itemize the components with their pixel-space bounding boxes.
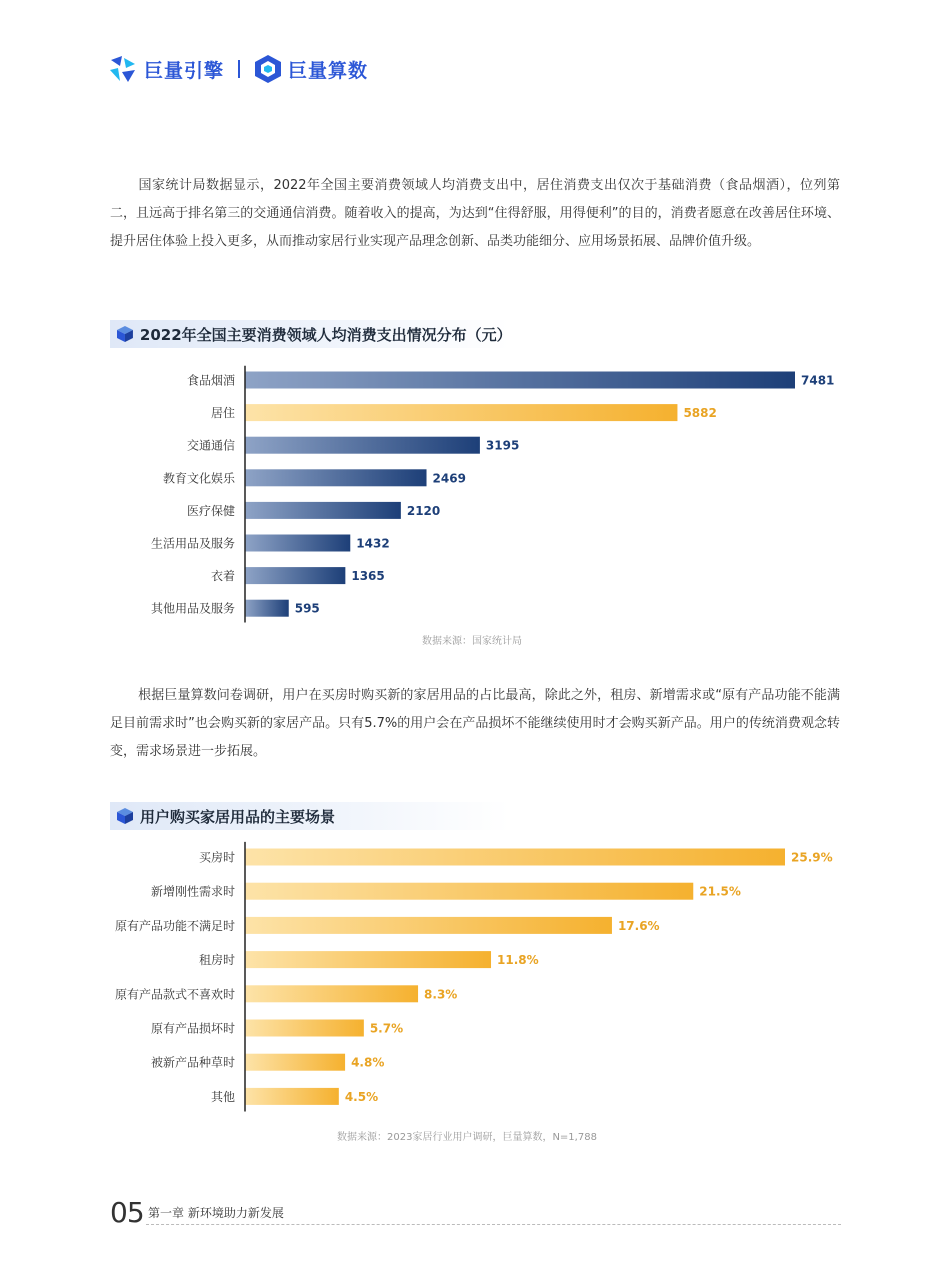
source-note-2: 数据来源：2023家居行业用户调研，巨量算数，N=1,788 <box>337 1132 597 1143</box>
value-label: 4.5% <box>344 1089 379 1104</box>
cube-icon <box>116 325 134 343</box>
section-title-text: 用户购买家居用品的主要场景 <box>140 807 336 826</box>
chapter-title: 第一章 新环境助力新发展 <box>148 1206 284 1220</box>
value-label: 1365 <box>351 569 385 584</box>
value-label: 25.9% <box>791 850 833 865</box>
value-label: 8.3% <box>424 987 458 1002</box>
value-label: 1432 <box>356 536 390 551</box>
bar <box>245 849 785 866</box>
category-label: 原有产品款式不喜欢时 <box>114 987 235 1002</box>
footer-divider <box>146 1224 841 1225</box>
category-label: 交通通信 <box>186 438 235 453</box>
bar <box>245 1054 345 1071</box>
section-title-text: 2022年全国主要消费领域人均消费支出情况分布（元） <box>139 325 512 344</box>
value-label: 3195 <box>485 438 520 453</box>
category-label: 新增刚性需求时 <box>150 884 235 899</box>
category-label: 其他 <box>210 1089 235 1104</box>
category-label: 被新产品种草时 <box>150 1055 235 1070</box>
value-label: 4.8% <box>351 1055 385 1070</box>
header <box>108 52 368 86</box>
category-label: 买房时 <box>198 850 235 865</box>
source-note-1: 数据来源：国家统计局 <box>422 636 522 647</box>
bar <box>245 600 289 617</box>
category-label: 食品烟酒 <box>186 373 235 388</box>
intro-paragraph-text: 国家统计局数据显示，2022年全国主要消费领域人均消费支出中，居住消费支出仅次于基础消费（食品烟酒），位列第二，且远高于排名第三的交通通信消费。随着收入的提高，为达到“住得舒服，用得便利”的目的，消费者愿意在改善居住环境、提升居住体验上投入更多，从而推动家居行业实现产品理念创新、品类功能细分、应用场景拓展、品牌价值升级。 <box>110 178 840 249</box>
brand-juliang-suanshu: 巨量算数 <box>288 59 369 82</box>
category-label: 教育文化娱乐 <box>162 471 235 486</box>
intro-paragraph <box>110 172 840 256</box>
bar <box>245 917 612 934</box>
bar <box>245 437 480 454</box>
category-label: 其他用品及服务 <box>150 601 235 616</box>
bar <box>245 372 795 389</box>
value-label: 595 <box>294 601 320 616</box>
bar <box>245 985 418 1002</box>
value-label: 5882 <box>683 406 717 421</box>
value-label: 7481 <box>801 373 835 388</box>
juliang-engine-logo-icon <box>108 54 138 84</box>
bar <box>245 1088 339 1105</box>
page-number: 05 <box>110 1196 144 1229</box>
bar <box>245 469 427 486</box>
category-label: 生活用品及服务 <box>150 536 235 551</box>
juliang-suanshu-logo-icon <box>254 54 282 84</box>
bar <box>245 883 693 900</box>
category-label: 租房时 <box>198 953 235 968</box>
value-label: 2120 <box>406 503 441 518</box>
bar <box>245 1020 364 1037</box>
bar <box>245 404 677 421</box>
cube-icon <box>116 807 134 825</box>
bar <box>245 502 401 519</box>
bar <box>245 567 345 584</box>
category-label: 原有产品功能不满足时 <box>114 918 235 933</box>
section-title-scenarios <box>110 802 510 830</box>
bar <box>245 535 350 552</box>
value-label: 5.7% <box>369 1021 404 1036</box>
category-label: 衣着 <box>210 569 235 584</box>
category-label: 原有产品损坏时 <box>150 1021 235 1036</box>
value-label: 11.8% <box>497 953 539 968</box>
brand-juliang-engine: 巨量引擎 <box>144 59 225 82</box>
page-footer <box>110 1196 840 1230</box>
value-label: 21.5% <box>699 884 741 899</box>
value-label: 2469 <box>432 471 466 486</box>
category-label: 居住 <box>210 406 235 421</box>
bar <box>245 951 491 968</box>
scenario-paragraph <box>110 682 840 766</box>
logo-divider <box>238 60 240 78</box>
section-title-consumption <box>110 320 510 348</box>
value-label: 17.6% <box>617 918 660 933</box>
scenario-paragraph-text: 根据巨量算数问卷调研，用户在买房时购买新的家居用品的占比最高，除此之外，租房、新增需求或“原有产品功能不能满足目前需求时”也会购买新的家居产品。只有5.7%的用户会在产品损坏不能继续使用时才会购买新产品。用户的传统消费观念转变，需求场景进一步拓展。 <box>110 688 840 759</box>
category-label: 医疗保健 <box>186 503 235 518</box>
